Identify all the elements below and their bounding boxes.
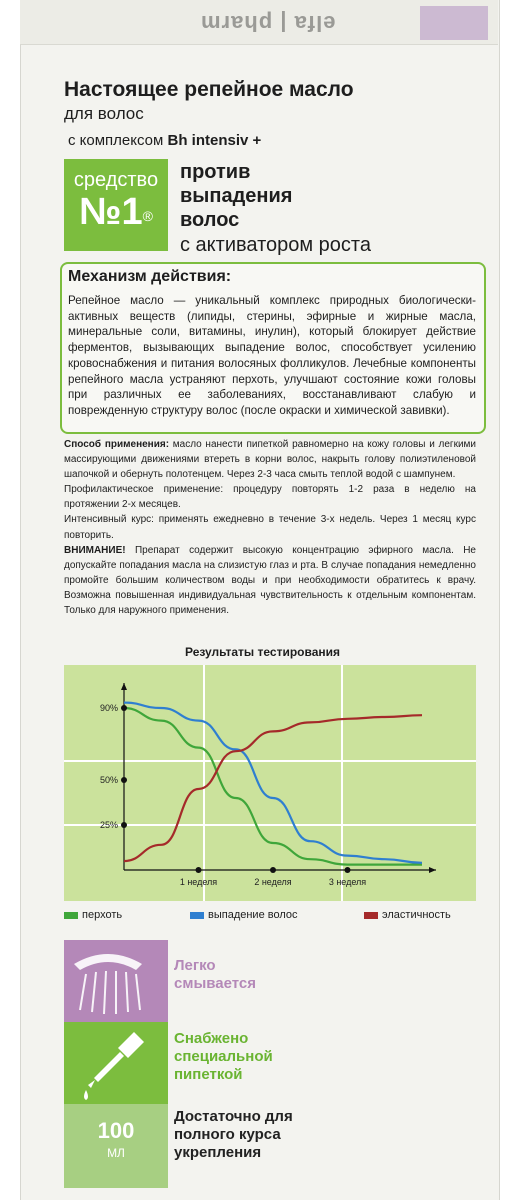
legend-swatch-elasticity bbox=[364, 912, 378, 919]
claim-extra: с активатором роста bbox=[180, 234, 371, 256]
claim-line3: волос bbox=[180, 209, 240, 231]
warning-label: ВНИМАНИЕ! bbox=[64, 544, 126, 556]
feature-rinse: Легко смывается bbox=[174, 957, 257, 992]
volume-unit: МЛ bbox=[107, 1146, 125, 1160]
claim bbox=[180, 160, 292, 232]
registered-mark: ® bbox=[142, 208, 153, 224]
test-results-chart bbox=[64, 665, 476, 901]
brand-logo: elfa | pharm bbox=[200, 11, 336, 36]
complex-line bbox=[68, 132, 261, 149]
legend-label-elasticity: эластичность bbox=[382, 909, 451, 921]
y-tick-dot-0 bbox=[121, 705, 127, 711]
legend-label-hair-loss: выпадение волос bbox=[208, 909, 298, 921]
chart-title: Результаты тестирования bbox=[184, 645, 340, 659]
mechanism-title: Механизм действия: bbox=[68, 268, 232, 285]
badge-line1: средство bbox=[73, 169, 159, 191]
x-tick-dot-0 bbox=[196, 867, 202, 873]
legend-swatch-dandruff bbox=[64, 912, 78, 919]
method-text: масло нанести пипеткой равномерно на кожу головы и легкими массирующими движениями втереть в корни волос, накрыть голову полиэтиленовой шапочкой и обернуть полотенцем. Через 2-3 часа смыть теплой водой с шампунем. bbox=[64, 439, 476, 481]
usage-intensive: Интенсивный курс: применять ежедневно в течение 3-х недель. Через 1 месяц курс повторить. bbox=[64, 514, 476, 541]
usage-prophylactic: Профилактическое применение: процедуру повторять 1-2 раза в неделю на протяжении 2-х месяцев. bbox=[64, 484, 476, 511]
pipette-feature-icon bbox=[64, 1022, 168, 1106]
product-title: Настоящее репейное масло bbox=[64, 78, 354, 101]
method-label: Способ применения: bbox=[64, 439, 170, 450]
legend-dandruff bbox=[64, 909, 122, 921]
color-swatch bbox=[420, 6, 488, 40]
volume-badge bbox=[64, 1104, 168, 1188]
y-tick-dot-1 bbox=[121, 777, 127, 783]
y-tick-label-1: 50% bbox=[99, 775, 118, 785]
volume-number: 100 bbox=[97, 1118, 135, 1143]
badge-number: №1 bbox=[79, 191, 143, 233]
legend-hair-loss bbox=[190, 909, 298, 921]
y-tick-label-0: 90% bbox=[99, 703, 118, 713]
shower-icon bbox=[64, 940, 168, 1024]
x-tick-label-1: 2 неделя bbox=[254, 877, 292, 887]
x-tick-label-2: 3 неделя bbox=[328, 877, 367, 887]
y-tick-label-2: 25% bbox=[99, 820, 118, 830]
claim-line1: против bbox=[180, 161, 251, 183]
y-tick-dot-2 bbox=[121, 822, 127, 828]
claim-line2: выпадения bbox=[180, 185, 293, 207]
mechanism-text: Репейное масло — уникальный комплекс природных биологически-активных веществ (липиды, стерины, эфирные и жирные масла, минеральные соли, витамины, инулин), который блокирует действие ферментов, вызывающих выпадение волос, способствует усилению кровоснабжения и питания волосяных фолликулов. Лечебные компоненты репейного масла устраняют перхоть, улучшают состояние кожи головы при различных ее заболеваниях, восстанавливают слабую и поврежденную структуру волос (после окраски и химической завивки). bbox=[68, 294, 476, 417]
number-one-badge bbox=[64, 159, 168, 251]
legend-elasticity bbox=[364, 909, 451, 921]
complex-name: Bh intensiv + bbox=[167, 132, 262, 149]
box-top-flap bbox=[20, 0, 498, 45]
usage-section bbox=[64, 437, 476, 618]
rinse-feature-icon bbox=[64, 940, 168, 1024]
complex-prefix: с комплексом bbox=[68, 132, 168, 149]
legend-label-dandruff: перхоть bbox=[82, 909, 123, 921]
usage-warning bbox=[64, 543, 476, 618]
badge-line2 bbox=[64, 192, 168, 232]
x-tick-dot-2 bbox=[345, 867, 351, 873]
feature-pipette: Снабжено специальной пипеткой bbox=[174, 1030, 273, 1083]
legend-swatch-hair-loss bbox=[190, 912, 204, 919]
product-subtitle: для волос bbox=[64, 104, 144, 123]
warning-text: Препарат содержит высокую концентрацию эфирного масла. Не допускайте попадания масла на слизистую глаз и рта. В случае попадания немедленно промойте большим количеством воды и при необходимости обратитесь к врачу. Возможна повышенная индивидуальная чувствительность к отдельным компонентам. Только для наружного применения. bbox=[64, 544, 476, 617]
pipette-icon bbox=[64, 1022, 168, 1106]
x-tick-label-0: 1 неделя bbox=[179, 877, 218, 887]
feature-course: Достаточно для полного курса укрепления bbox=[174, 1108, 293, 1161]
mechanism-box bbox=[60, 262, 486, 434]
x-tick-dot-1 bbox=[270, 867, 276, 873]
usage-method bbox=[64, 437, 476, 482]
